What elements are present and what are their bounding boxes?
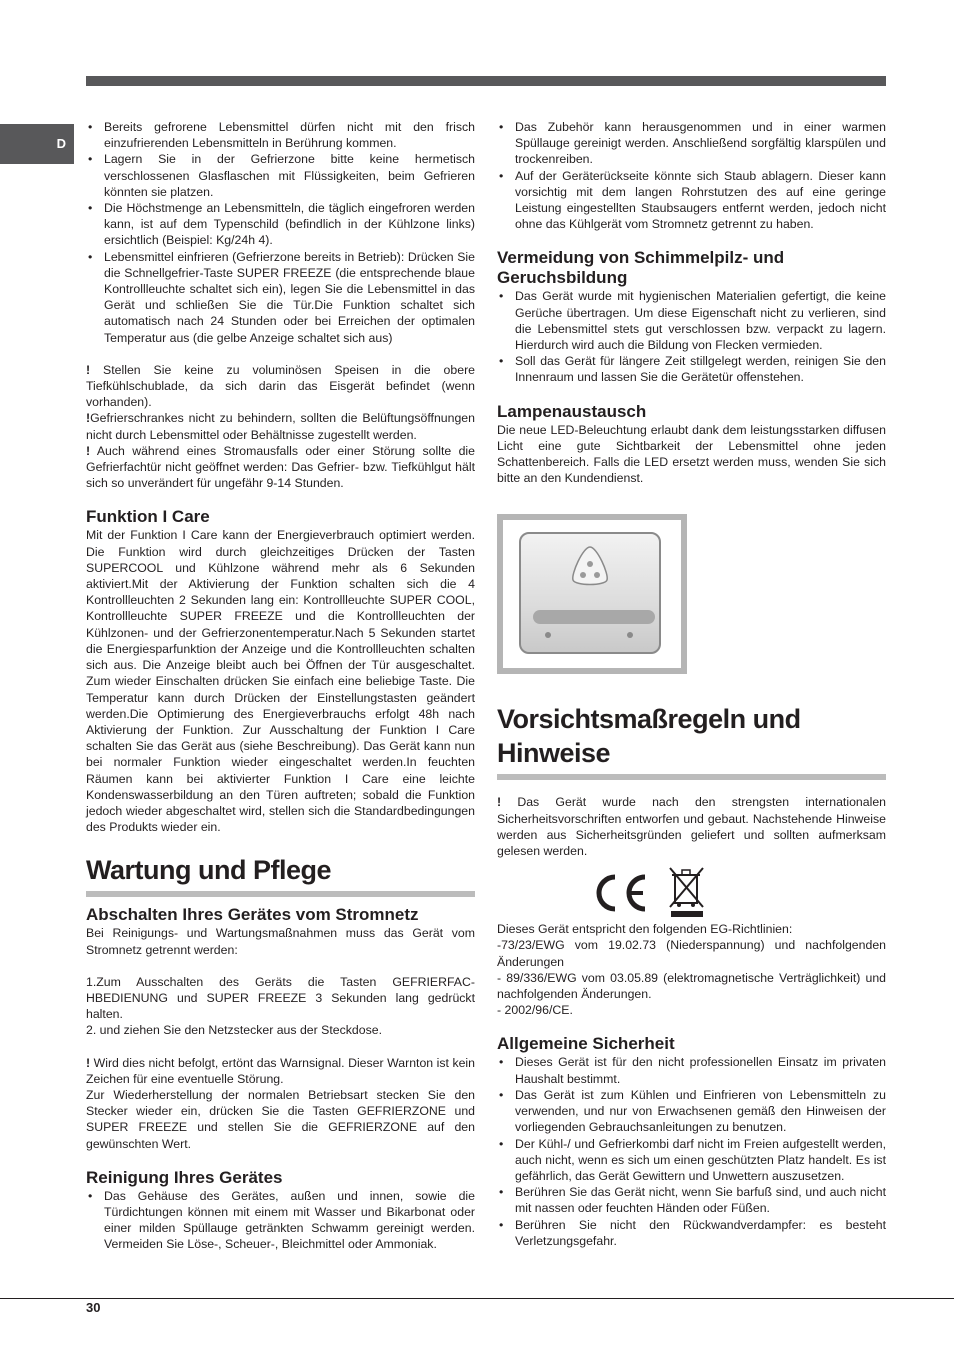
screw-icon xyxy=(627,632,633,638)
exclamation-icon: ! xyxy=(497,795,502,810)
list-item: • Soll das Gerät für längere Zeit stillgelegt werden, reinigen Sie den Innenraum und lassen Sie die Gerätetür offenstehen. xyxy=(497,353,886,385)
freezing-tips-list xyxy=(86,119,475,346)
restore-text: Zur Wiederherstellung der normalen Betriebsart stecken Sie den Stecker wieder ein, drücken Sie die Tasten GEFRIERZONE und SUPER FREEZE und stellen Sie die GEFRIERZONE auf den gewünschten Wert. xyxy=(86,1087,475,1151)
list-item: • Das Gehäuse des Gerätes, außen und innen, sowie die Türdichtungen können mit einem mit Wasser und Bikarbonat oder einer milden Spüllauge getränkten Schwamm gereinigt werden. Vermeiden Sie Löse-, Scheuer-, Bleichmittel oder Ammoniak. xyxy=(86,1188,475,1253)
section-heading-lamp: Lampenaustausch xyxy=(497,401,647,421)
directive-item: -73/23/EWG vom 19.02.73 (Niederspannung) und nachfolgenden Änderungen xyxy=(497,938,886,969)
warning-paragraph: ! Auch während eines Stromausfalls oder einer Störung sollte die Gefrierfachtür nicht geöffnet werden: Das Gefrier- bzw. Tiefkühlgut hält sich so unverändert für ungefähr 9-14 Stunden. xyxy=(86,443,475,491)
header-bar xyxy=(86,76,886,86)
list-item: • Das Gerät ist zum Kühlen und Einfrieren von Lebensmitteln zu verwenden, und nur von Erwachsenen gemäß den Hinweisen der vorliegenden Gebrauchsanleitungen zu benutzen. xyxy=(497,1087,886,1136)
page-number: 30 xyxy=(86,1300,101,1315)
list-item: • Das Gerät wurde mit hygienischen Materialien gefertigt, die keine Gerüche übertragen. Um diese Eigenschaft nicht zu verlieren, sind die Lebensmittel stets gut verschlossen bzw. verpackt zu lagern. Hierdurch wird auch die Bildung von Flecken vermieden. xyxy=(497,288,886,353)
lamp-text: Die neue LED-Beleuchtung erlaubt dank dem leistungsstarken diffusen Licht eine gute Sichtbarkeit der Lebensmittel ohne jeden Schattenbereich. Falls die LED ersetzt werden muss, wenden Sie sich bitte an den Kundendienst. xyxy=(497,422,886,486)
led-icon xyxy=(567,544,613,590)
section-heading-general-safety: Allgemeine Sicherheit xyxy=(497,1034,675,1054)
section-heading-power: Abschalten Ihres Gerätes vom Stromnetz xyxy=(86,905,419,925)
exclamation-icon: ! xyxy=(86,411,91,426)
chapter-heading-maintenance: Wartung und Pflege xyxy=(86,853,475,897)
list-item: • Berühren Sie das Gerät nicht, wenn Sie barfuß sind, und auch nicht mit nassen oder feuchten Händen oder Füßen. xyxy=(497,1184,886,1216)
directive-item: - 2002/96/CE. xyxy=(497,1003,573,1018)
chapter-heading-safety: Vorsichtsmaßregeln und Hinweise xyxy=(497,702,886,780)
directive-item: - 89/336/EWG vom 03.05.89 (elektromagnetische Verträglichkeit) und nachfolgenden Änderungen. xyxy=(497,970,886,1002)
list-item: • Bereits gefrorene Lebensmittel dürfen nicht mit den frisch einzufrierenden Lebensmitteln in Berührung kommen. xyxy=(86,119,475,151)
list-item: • Die Höchstmenge an Lebensmitteln, die täglich eingefroren werden kann, ist auf dem Typenschild (befindlich in der Kühlzone links) ersichtlich (Beispiel: Kg/24h 4). xyxy=(86,200,475,249)
list-item: • Dieses Gerät ist für den nicht professionellen Einsatz im privaten Haushalt bestimmt. xyxy=(497,1054,886,1086)
list-item: • Berühren Sie nicht den Rückwandverdampfer: es besteht Verletzungsgefahr. xyxy=(497,1217,886,1249)
language-tab: D xyxy=(0,124,74,164)
power-intro: Bei Reinigungs- und Wartungsmaßnahmen muss das Gerät vom Stromnetz getrennt werden: xyxy=(86,926,475,957)
icare-text: Mit der Funktion I Care kann der Energieverbrauch optimiert werden. Die Funktion wird durch gleichzeitiges Drücken der Tasten SUPERCOOL und Kühlzone während mehr als 6 Sekunden aktiviert.Mit der Aktivierung der Funktion schalten sich die 4 Kontrollleuchten 2 Sekunden lang ein: Kontrollleuchte SUPER COOL, Kontrollleuchte SUPER FREEZE und die Kontrollleuchten der Kühlzonen- und der Gefrierzonentemperatur.Nach 5 Sekunden startet die Energiesparfunktion der Anzeige und die Kontrollleuchten schalten sich aus. Die Anzeige bleibt auch bei Öffnen der Tür ausgeschaltet. Zum wieder Einschalten drücken Sie einfach eine beliebige Taste. Die Temperatur kann durch Drücken der Einstellungstasten geändert werden.Die Optimierung des Energieverbrauchs erfolgt 48h nach Aktivierung der Funktion. Zur Ausschaltung der Funktion I Care schalten Sie das Gerät aus (siehe Beschreibung). Das Gerät kann nun bei normaler Funktion wieder eingeschaltet werden.In feuchten Räumen kann bei aktivierter Funktion I Care eine leichte Kondenswasserbildung an den Türen auftreten; sobald die Funktion jedoch wieder abgeschaltet wird, stellen sich die Standardbedingungen des Produkts wieder ein. xyxy=(86,528,475,835)
footer-rule xyxy=(0,1298,954,1299)
list-item: • Lagern Sie in der Gefrierzone bitte keine hermetisch verschlossenen Glasflaschen mit Flüssigkeiten, beim Gefrieren könnten sie platzen. xyxy=(86,151,475,200)
led-strip xyxy=(533,610,655,624)
led-panel xyxy=(519,532,661,654)
weee-bin-icon xyxy=(667,865,707,921)
list-item: • Lebensmittel einfrieren (Gefrierzone bereits in Betrieb): Drücken Sie die Schnellgefrier-Taste SUPER FREEZE (die entsprechende blaue Kontrollleuchte schaltet sich ein), legen Sie die Lebensmittel in das Gerät und schließen Sie die Tür.Die Funktion schaltet sich automatisch nach 24 Stunden oder bei Erreichen der optimalen Temperatur aus (die gelbe Anzeige schaltet sich aus) xyxy=(86,249,475,346)
power-step-2: 2. und ziehen Sie den Netzstecker aus der Steckdose. xyxy=(86,1023,382,1038)
warning-paragraph: ! Wird dies nicht befolgt, ertönt das Warnsignal. Dieser Warnton ist kein Zeichen für eine eventuelle Störung. xyxy=(86,1055,476,1086)
left-column xyxy=(86,119,475,1253)
warning-paragraph: !Gefrierschrankes nicht zu behindern, sollten die Belüftungsöffnungen nicht durch Lebensmittel oder Behältnisse zugestellt werden. xyxy=(86,411,475,442)
list-item: • Das Zubehör kann herausgenommen und in einer warmen Spüllauge gereinigt werden. Anschließend sorgfältig klarspülen und trockenreiben. xyxy=(497,119,886,168)
exclamation-icon: ! xyxy=(86,362,91,377)
directives-intro: Dieses Gerät entspricht den folgenden EG-Richtlinien: xyxy=(497,922,793,937)
led-lamp-illustration xyxy=(497,514,687,674)
warning-paragraph: ! Stellen Sie keine zu voluminösen Speisen in die obere Tiefkühlschublade, da sich darin das Eisgerät befindet (wenn vorhanden). xyxy=(86,362,475,410)
screw-icon xyxy=(545,632,551,638)
exclamation-icon: ! xyxy=(86,1055,91,1070)
section-heading-cleaning: Reinigung Ihres Gerätes xyxy=(86,1167,283,1187)
cleaning-list-continued xyxy=(497,119,886,232)
list-item: • Auf der Geräterückseite könnte sich Staub ablagern. Dieser kann vorsichtig mit dem langen Rohrstutzen des auf eine geringe Leistung eingestellten Staubsaugers entfernt werden, jedoch nicht ohne das Kühlgerät vom Stromnetz getrennt zu haben. xyxy=(497,168,886,233)
mold-list xyxy=(497,288,886,385)
power-step-1: 1.Zum Ausschalten des Geräts die Tasten GEFRIERFAC-HBEDIENUNG und SUPER FREEZE 3 Sekunden lang gedrückt halten. xyxy=(86,974,475,1022)
section-heading-mold: Vermeidung von Schimmelpilz- und Geruchsbildung xyxy=(497,248,785,288)
section-heading-icare: Funktion I Care xyxy=(86,507,210,527)
list-item: • Der Kühl-/ und Gefrierkombi darf nicht im Freien aufgestellt werden, auch nicht, wenn es sich um einen geschützten Platz handelt. Es ist gefährlich, das Gerät Gewittern und Unwettern auszusetzen. xyxy=(497,1136,886,1185)
exclamation-icon: ! xyxy=(86,443,91,458)
certification-marks xyxy=(497,865,886,921)
warning-paragraph: ! Das Gerät wurde nach den strengsten internationalen Sicherheitsvorschriften entworfen und gebaut. Nachstehende Hinweise werden aus Sicherheitsgründen geliefert und sollten aufmerksam gelesen werden. xyxy=(497,795,886,859)
cleaning-list xyxy=(86,1188,475,1253)
general-safety-list xyxy=(497,1054,886,1248)
right-column xyxy=(497,119,886,1249)
